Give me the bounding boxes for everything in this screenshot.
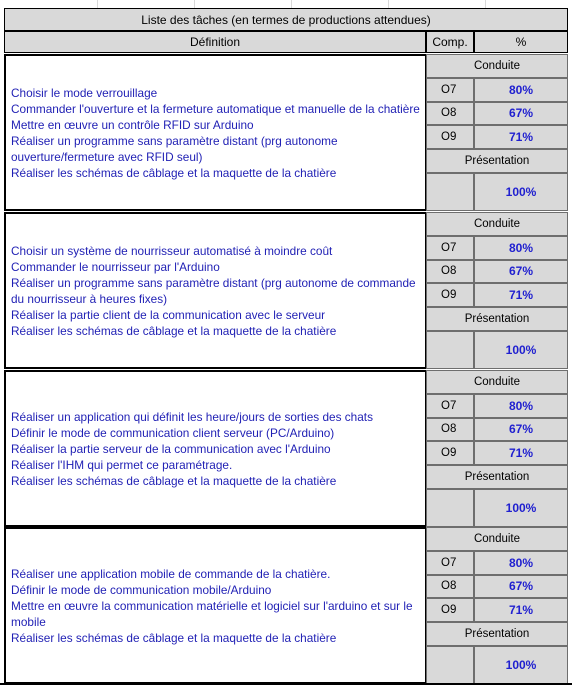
- competence-percent: 71%: [474, 283, 568, 307]
- section-label-conduite: Conduite: [426, 527, 568, 551]
- competence-percent: 80%: [474, 236, 568, 260]
- gridline: [485, 0, 486, 8]
- task-item: Mettre en œuvre la communication matérielle et logiciel sur l'arduino et sur le mobile: [11, 598, 413, 629]
- task-definition-cell: [4, 527, 426, 684]
- section-label-conduite: Conduite: [426, 370, 568, 394]
- competence-percent: 71%: [474, 598, 568, 622]
- presentation-percent: 100%: [474, 489, 568, 527]
- task-item: Réaliser un programme sans paramètre distant (prg autonome de commande du nourrisseur à heures fixes): [11, 275, 416, 306]
- competence-code: O9: [426, 441, 474, 465]
- competence-code: O9: [426, 598, 474, 622]
- empty-comp-cell: [426, 489, 474, 527]
- table-title: Liste des tâches (en termes de productions attendues): [4, 8, 568, 31]
- column-header-percent: %: [474, 31, 568, 53]
- presentation-percent: 100%: [474, 331, 568, 369]
- task-list: [11, 409, 373, 489]
- section-label-presentation: Présentation: [426, 307, 568, 331]
- task-item: Réaliser la partie client de la communication avec le serveur: [11, 307, 326, 322]
- task-item: Réaliser un application qui définit les heure/jours de sorties des chats: [11, 409, 373, 424]
- competence-code: O9: [426, 125, 474, 149]
- empty-comp-cell: [426, 646, 474, 684]
- competence-code: O8: [426, 418, 474, 442]
- task-item: Définir le mode de communication mobile/Arduino: [11, 582, 272, 597]
- competence-percent: 80%: [474, 78, 568, 102]
- competence-percent: 67%: [474, 418, 568, 442]
- gridline: [388, 0, 389, 8]
- gridline: [291, 0, 292, 8]
- presentation-percent: 100%: [474, 646, 568, 684]
- empty-comp-cell: [426, 173, 474, 211]
- table-bottom-border: [0, 683, 572, 689]
- competence-code: O8: [426, 260, 474, 284]
- presentation-percent: 100%: [474, 173, 568, 211]
- column-header-definition: Définition: [4, 31, 426, 53]
- task-definition-cell: [4, 370, 426, 527]
- section-label-presentation: Présentation: [426, 622, 568, 646]
- task-item: Choisir le mode verrouillage: [11, 85, 158, 100]
- competence-percent: 67%: [474, 102, 568, 126]
- competence-code: O9: [426, 283, 474, 307]
- competence-percent: 71%: [474, 125, 568, 149]
- task-item: Commander le nourrisseur par l'Arduino: [11, 259, 220, 274]
- section-label-presentation: Présentation: [426, 465, 568, 489]
- section-label-conduite: Conduite: [426, 212, 568, 236]
- competence-percent: 67%: [474, 575, 568, 599]
- task-item: Réaliser les schémas de câblage et la maquette de la chatière: [11, 165, 337, 180]
- task-item: Réaliser les schémas de câblage et la maquette de la chatière: [11, 473, 337, 488]
- competence-code: O7: [426, 551, 474, 575]
- task-item: Choisir un système de nourrisseur automatisé à moindre coût: [11, 243, 333, 258]
- section-label-presentation: Présentation: [426, 149, 568, 173]
- task-item: Mettre en œuvre un contrôle RFID sur Arduino: [11, 117, 254, 132]
- task-list: [11, 85, 425, 181]
- task-item: Réaliser l'IHM qui permet ce paramétrage.: [11, 457, 233, 472]
- empty-comp-cell: [426, 331, 474, 369]
- task-item: Réaliser la partie serveur de la communication avec l'Arduino: [11, 441, 331, 456]
- task-list: [11, 566, 425, 646]
- gridline: [97, 0, 98, 8]
- competence-percent: 67%: [474, 260, 568, 284]
- task-item: Définir le mode de communication client serveur (PC/Arduino): [11, 425, 335, 440]
- competence-code: O7: [426, 394, 474, 418]
- task-definition-cell: [4, 212, 426, 369]
- competence-percent: 71%: [474, 441, 568, 465]
- task-definition-cell: [4, 54, 426, 211]
- competence-code: O7: [426, 78, 474, 102]
- competence-code: O7: [426, 236, 474, 260]
- column-header-comp: Comp.: [426, 31, 474, 53]
- competence-percent: 80%: [474, 394, 568, 418]
- task-item: Commander l'ouverture et la fermeture automatique et manuelle de la chatière: [11, 101, 420, 116]
- task-list: [11, 243, 425, 339]
- section-label-conduite: Conduite: [426, 54, 568, 78]
- task-item: Réaliser un programme sans paramètre distant (prg autonome ouverture/fermeture avec RFID seul): [11, 133, 338, 164]
- competence-code: O8: [426, 102, 474, 126]
- competence-percent: 80%: [474, 551, 568, 575]
- task-item: Réaliser les schémas de câblage et la maquette de la chatière: [11, 323, 337, 338]
- task-item: Réaliser une application mobile de commande de la chatière.: [11, 566, 331, 581]
- task-item: Réaliser les schémas de câblage et la maquette de la chatière: [11, 630, 337, 645]
- gridline: [194, 0, 195, 8]
- competence-code: O8: [426, 575, 474, 599]
